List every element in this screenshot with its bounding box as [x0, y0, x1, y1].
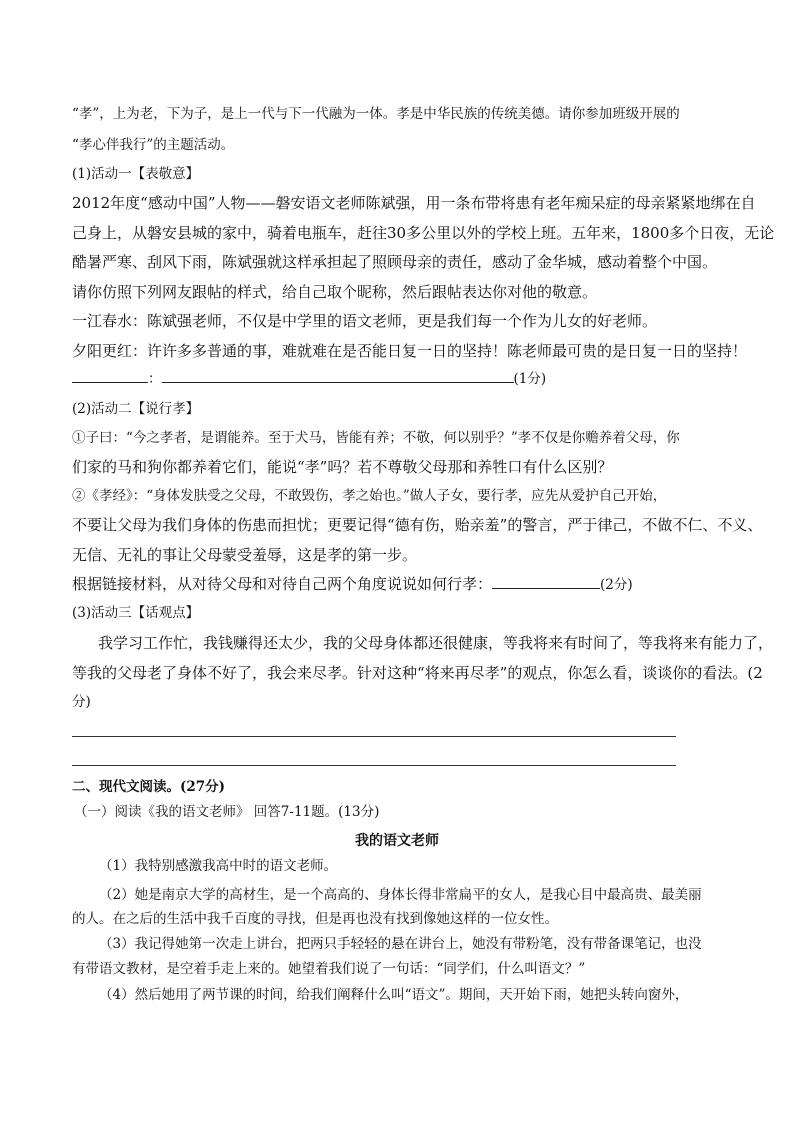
activity-1-answer-row: [72, 370, 546, 388]
activity-1-instruction: 请你仿照下列网友跟帖的样式，给自己取个昵称，然后跟帖表达你对他的敬意。: [72, 283, 598, 301]
section-2-heading: 二、现代文阅读。(27分): [72, 779, 226, 795]
activity-2-question: [72, 575, 633, 594]
intro-line-2: “孝心伴我行”的主题活动。: [72, 137, 235, 153]
activity-1-score: (1分): [513, 371, 547, 387]
activity-2-question-text: 根据链接材料，从对待父母和对待自己两个角度说说如何行孝：: [72, 575, 493, 593]
article-paragraph-1: （1）我特别感激我高中时的语文老师。: [99, 858, 338, 874]
example-post-1: 一江春水：陈斌强老师，不仅是中学里的语文老师，更是我们每一个作为儿女的好老师。: [72, 312, 658, 330]
activity-1-paragraph-line: 2012年度“感动中国”人物——磐安语文老师陈斌强，用一条布带将患有老年痴呆症的母亲紧紧地绑在自: [72, 194, 756, 212]
activity-2-answer-blank[interactable]: [492, 576, 600, 589]
article-paragraph-2-line: （2）她是南京大学的高材生，是一个高高的、身体长得非常扁平的女人，是我心目中最高贵、最美丽: [99, 887, 702, 903]
activity-2-score: (2分): [600, 577, 633, 593]
activity-1-paragraph-line: 己身上，从磐安县城的家中，骑着电瓶车，赶往30多公里以外的学校上班。五年来，1800多个日夜，无论: [72, 224, 775, 242]
activity-2-heading: (2)活动二【说行孝】: [72, 401, 200, 417]
answer-line-1[interactable]: [72, 736, 676, 737]
article-paragraph-2-line: 的人。在之后的生活中我千百度的寻找，但是再也没有找到像她这样的一位女性。: [72, 911, 558, 927]
activity-3-heading: (3)活动三【话观点】: [72, 605, 200, 621]
post-answer-blank[interactable]: [162, 370, 514, 383]
activity-3-paragraph-line: 我学习工作忙，我钱赚得还太少，我的父母身体都还很健康，等我将来有时间了，等我将来有能力了，: [98, 634, 774, 652]
example-post-2: 夕阳更红：许许多多普通的事，难就难在是否能日复一日的坚持！陈老师最可贵的是日复一日的坚持！: [72, 342, 748, 360]
answer-colon: ：: [148, 371, 162, 387]
activity-3-paragraph-line: 等我的父母老了身体不好了，我会来尽孝。针对这种“将来再尽孝”的观点，你怎么看，谈谈你的看法。(2: [72, 664, 763, 682]
section-2-subheading: （一）阅读《我的语文老师》 回答7-11题。(13分): [74, 804, 380, 820]
activity-1-heading: (1)活动一【表敬意】: [72, 166, 200, 182]
intro-line-1: “孝”，上为老，下为子，是上一代与下一代融为一体。孝是中华民族的传统美德。请你参加班级开展的: [72, 106, 680, 122]
article-title: 我的语文老师: [355, 833, 439, 849]
activity-1-paragraph-line: 酷暑严寒、刮风下雨，陈斌强就这样承担起了照顾母亲的责任，感动了金华城，感动着整个中国。: [72, 253, 718, 271]
answer-line-2[interactable]: [72, 765, 676, 766]
article-paragraph-4-line: （4）然后她用了两节课的时间，给我们阐释什么叫“语文”。期间，天开始下雨，她把头转向窗外，: [99, 987, 689, 1003]
article-paragraph-3-line: 有带语文教材，是空着手走上来的。她望着我们说了一句话：“同学们，什么叫语文？”: [72, 961, 586, 977]
material-1-line: 们家的马和狗你都养着它们，能说“孝”吗？若不尊敬父母那和养牲口有什么区别？: [72, 458, 613, 476]
material-2-line: 无信、无礼的事让父母蒙受羞辱，这是孝的第一步。: [72, 546, 418, 564]
activity-3-paragraph-line: 分): [72, 694, 91, 710]
nickname-blank[interactable]: [72, 370, 148, 383]
material-1-line: ①子曰：“今之孝者，是谓能养。至于犬马，皆能有养；不敬，何以别乎？”孝不仅是你赡养着父母，你: [72, 430, 680, 446]
article-paragraph-3-line: （3）我记得她第一次走上讲台，把两只手轻轻的悬在讲台上，她没有带粉笔，没有带备课笔记，也没: [99, 936, 702, 952]
material-2-line: ②《孝经》：“身体发肤受之父母，不敢毁伤，孝之始也。”做人子女，要行孝，应先从爱护自己开始，: [72, 488, 667, 504]
material-2-line: 不要让父母为我们身体的伤患而担忧；更要记得“德有伤，贻亲羞”的警言，严于律己，不做不仁、不义、: [72, 516, 763, 534]
